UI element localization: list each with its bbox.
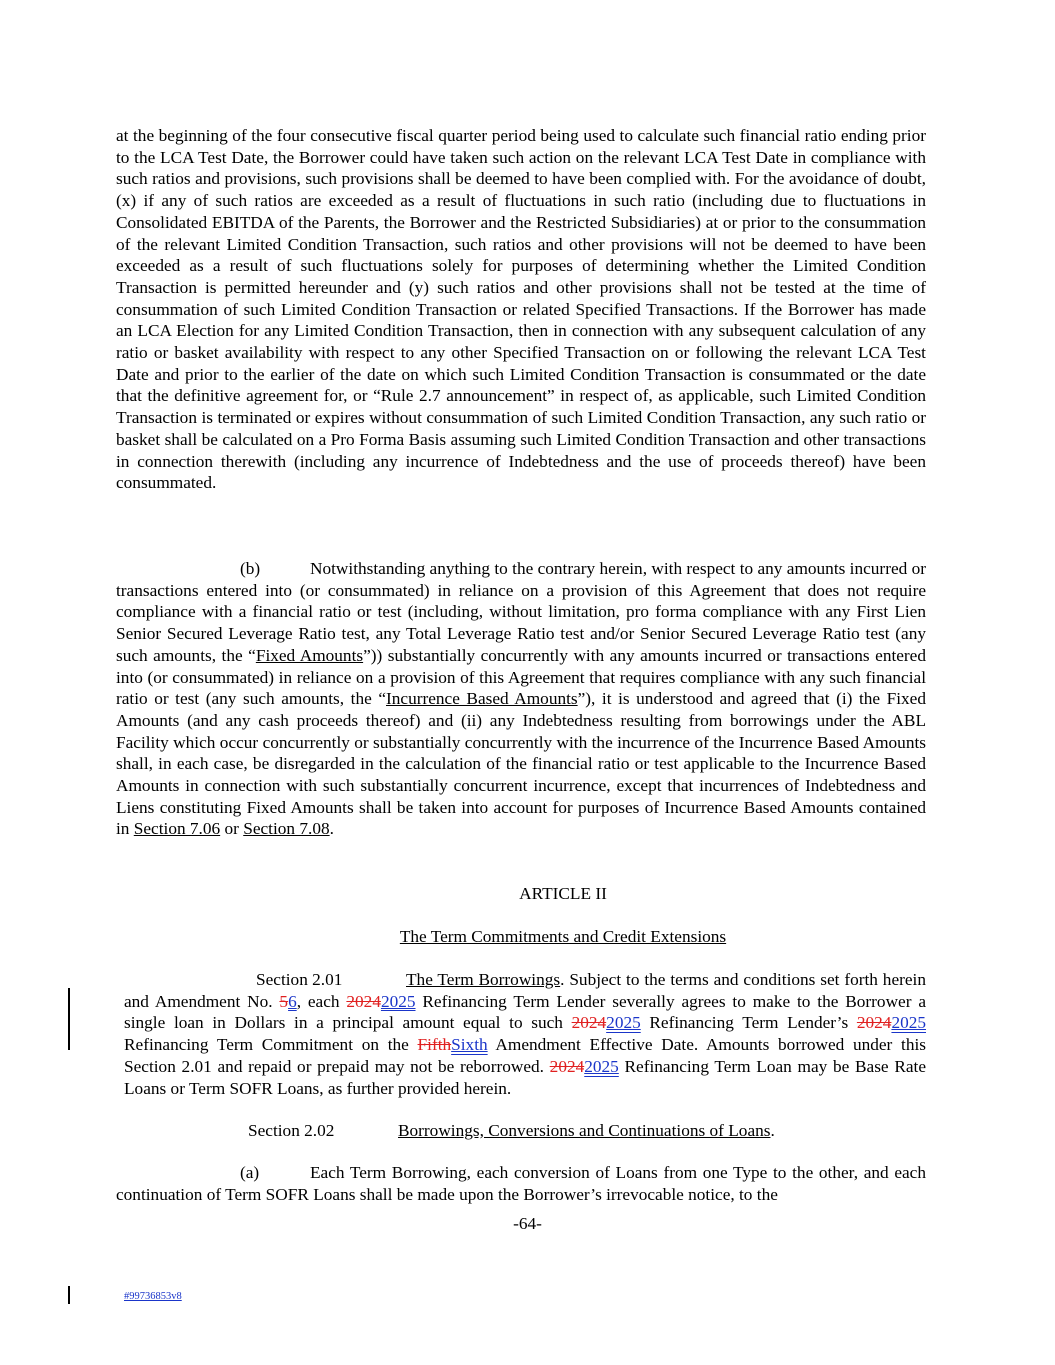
- paragraph-b: [116, 558, 926, 840]
- inserted-year: 2025: [891, 1013, 926, 1033]
- inserted-year: 2025: [584, 1056, 619, 1076]
- document-id[interactable]: #99736853v8: [124, 1291, 182, 1302]
- section-2-01-text-1: . Subject to the terms and conditions set forth herein and Amendment No.: [124, 970, 926, 1011]
- section-7-08-reference: Section 7.08: [243, 819, 330, 839]
- article-subtitle-text: The Term Commitments and Credit Extensions: [399, 927, 727, 946]
- paragraph-a-label: (a): [240, 1163, 260, 1182]
- paragraph-b-text-3: ”), it is understood and agreed that (i) the Fixed Amounts (and any cash proceeds thereof) and (ii) any Indebtedness resulting from borrowings under the ABL Facility which occur concurrently or substantially concurrently with the incurrence of the Incurrence Based Amounts shall, in each case, be disregarded in the calculation of the financial ratio or test applicable to the Incurrence Based Amounts in connection with such substantially concurrent incurrence, except that incurrences of Indebtedness and Liens constituting Fixed Amounts shall be taken into account for purposes of Incurrence Based Amounts contained in: [116, 689, 926, 839]
- inserted-year: 2025: [606, 1013, 641, 1033]
- revision-change-bar: [68, 988, 70, 1050]
- section-2-01-text-3: Refinancing Term Lender severally agrees to make to the Borrower a single loan in Dollars in a principal amount equal to such: [124, 991, 926, 1033]
- paragraph-b-text-5: .: [329, 819, 334, 839]
- section-2-02-period: .: [770, 1121, 775, 1140]
- section-2-02-heading: Borrowings, Conversions and Continuations of Loans: [398, 1121, 771, 1140]
- deleted-ordinal: Fifth: [417, 1035, 452, 1055]
- section-7-06-reference: Section 7.06: [133, 819, 221, 839]
- revision-change-bar: [68, 1286, 70, 1304]
- section-2-02-number: Section 2.02: [248, 1121, 335, 1140]
- deleted-year: 2024: [346, 991, 381, 1011]
- section-2-01-text-7: Refinancing Term Loan may be Base Rate Loans or Term SOFR Loans, as further provided herein.: [124, 1056, 926, 1098]
- deleted-year: 2024: [549, 1056, 585, 1076]
- section-2-01-number: Section 2.01: [256, 970, 343, 989]
- deleted-year: 2024: [856, 1013, 892, 1033]
- paragraph-b-text-2: ”)) substantially concurrently with any amounts incurred or transactions entered into (or consummated) in reliance on a provision of this Agreement that requires compliance with any such financial ratio or test (any such amounts, the “: [116, 645, 926, 709]
- lca-paragraph: at the beginning of the four consecutive fiscal quarter period being used to calculate such financial ratio ending prior to the LCA Test Date, the Borrower could have taken such action on the relevant LCA Test Date in compliance with such ratios and provisions, such provisions shall be deemed to have been complied with. For the avoidance of doubt, (x) if any of such ratios are exceeded as a result of fluctuations in such ratio (including due to fluctuations in Consolidated EBITDA of the Parents, the Borrower and the Restricted Subsidiaries) at or prior to the consummation of the relevant Limited Condition Transaction, such ratios and other provisions will not be deemed to have been exceeded as a result of such fluctuations solely for purposes of determining whether the Limited Condition Transaction is permitted hereunder and (y) such ratios and other provisions shall not be tested at the time of consummation of such Limited Condition Transaction or related Specified Transactions. If the Borrower has made an LCA Election for any Limited Condition Transaction, then in connection with any subsequent calculation of any ratio or basket availability with respect to any other Specified Transaction on or following the relevant LCA Test Date and prior to the earlier of the date on which such Limited Condition Transaction is consummated or the date that the definitive agreement for, or “Rule 2.7 announcement” in respect of, as applicable, such Limited Condition Transaction is terminated or expires without consummation of such Limited Condition Transaction, any such ratio or basket shall be calculated on a Pro Forma Basis assuming such Limited Condition Transaction and other transactions in connection therewith (including any incurrence of Indebtedness and the use of proceeds thereof) have been consummated.: [116, 126, 926, 493]
- deleted-amendment-number: 5: [279, 991, 289, 1011]
- page-number: -64-: [513, 1214, 542, 1233]
- paragraph-a: [116, 1162, 926, 1205]
- paragraph-b-text-4: or: [220, 819, 244, 839]
- paragraph-b-text-1: Notwithstanding anything to the contrary herein, with respect to any amounts incurred or transactions entered into (or consummated) in reliance on a provision of this Agreement that does not require compliance with a financial ratio or test (including, without limitation, pro forma compliance with any First Lien Senior Secured Leverage Ratio test, any Total Leverage Ratio test and/or Senior Secured Leverage Ratio test (any such amounts, the “: [116, 559, 926, 665]
- section-2-01-text-2: , each: [296, 991, 347, 1011]
- paragraph-a-text: Each Term Borrowing, each conversion of Loans from one Type to the other, and each continuation of Term SOFR Loans shall be made upon the Borrower’s irrevocable notice, to the: [116, 1163, 926, 1204]
- section-2-01-heading: The Term Borrowings: [406, 970, 561, 989]
- deleted-year: 2024: [571, 1013, 607, 1033]
- article-subtitle: [116, 926, 1010, 948]
- section-2-01-text-5: Refinancing Term Commitment on the: [124, 1035, 418, 1055]
- section-2-01-text-4: Refinancing Term Lender’s: [640, 1013, 857, 1033]
- defined-term-incurrence-based-amounts: Incurrence Based Amounts: [386, 689, 578, 709]
- paragraph-b-label: (b): [240, 559, 261, 578]
- section-2-01-text-6: Amendment Effective Date. Amounts borrowed under this Section 2.01 and repaid or prepaid may not be reborrowed.: [124, 1035, 926, 1076]
- defined-term-fixed-amounts: Fixed Amounts: [255, 645, 364, 665]
- inserted-amendment-number: 6: [288, 991, 297, 1011]
- article-title: ARTICLE II: [519, 884, 607, 903]
- section-2-01: [124, 969, 926, 1099]
- section-2-02: [248, 1120, 775, 1142]
- inserted-ordinal: Sixth: [451, 1035, 488, 1055]
- inserted-year: 2025: [380, 991, 416, 1011]
